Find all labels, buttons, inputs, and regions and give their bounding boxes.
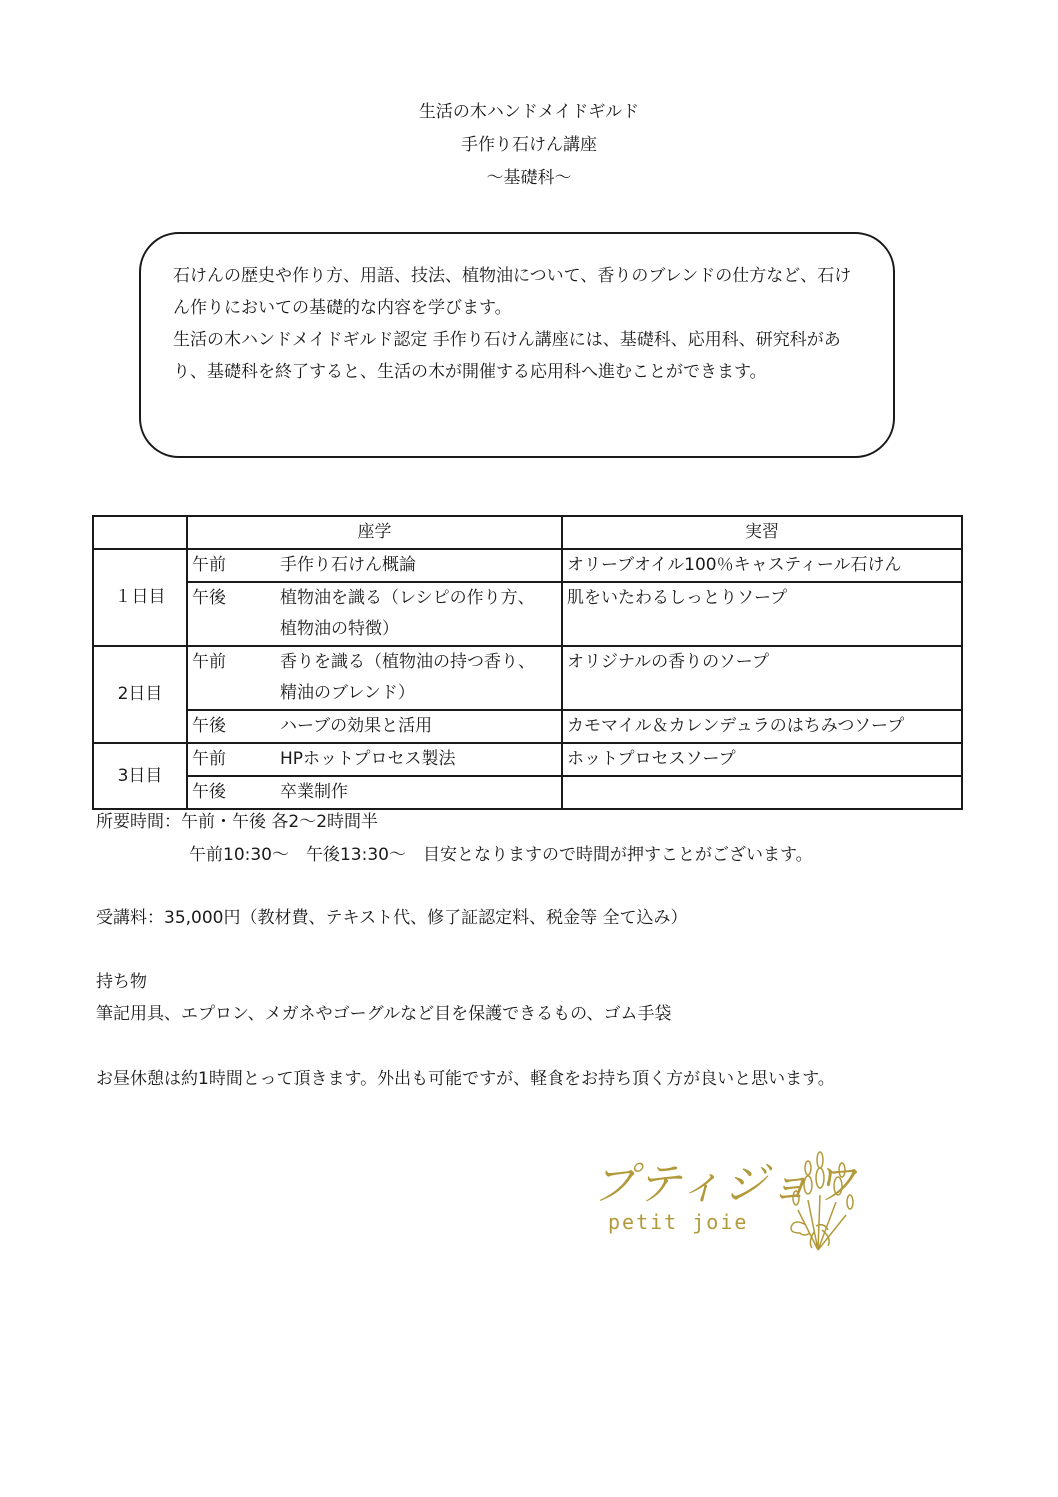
practice-cell: カモマイル＆カレンデュラのはちみつソープ [562, 710, 962, 743]
header-practice: 実習 [562, 516, 962, 549]
day-label: １日目 [93, 549, 187, 646]
session-time: 午後 [192, 588, 226, 608]
day-label: 2日目 [93, 646, 187, 743]
table-row [93, 582, 962, 646]
table-row [93, 743, 962, 776]
lecture-text: 精油のブレンド） [280, 683, 415, 703]
lecture-text: 植物油を識る（レシピの作り方、 [280, 588, 535, 608]
course-level: 〜基礎科〜 [486, 168, 572, 188]
table-row [93, 710, 962, 743]
lecture-cell [187, 646, 562, 710]
page-title-block [0, 96, 1058, 195]
petit-joie-logo [588, 1140, 878, 1255]
table-row [93, 776, 962, 809]
organization-title: 生活の木ハンドメイドギルド [418, 102, 640, 122]
session-time: 午後 [192, 716, 226, 736]
lecture-text: 手作り石けん概論 [280, 555, 416, 575]
logo-english-text: petit joie [608, 1210, 749, 1234]
duration-text: 所要時間：午前・午後 各2〜2時間半 [96, 812, 379, 832]
lecture-text: ハーブの効果と活用 [280, 716, 433, 736]
practice-cell: オリジナルの香りのソープ [562, 646, 962, 710]
lecture-cell [187, 710, 562, 743]
lecture-cell [187, 743, 562, 776]
table-row [93, 549, 962, 582]
logo-japanese-text: プティジョワ [592, 1159, 858, 1210]
lecture-cell [187, 582, 562, 646]
practice-cell: オリーブオイル100％キャスティール石けん [562, 549, 962, 582]
items-text: 筆記用具、エプロン、メガネやゴーグルなど目を保護できるもの、ゴム手袋 [96, 1004, 672, 1024]
start-times-text: 午前10:30〜 午後13:30〜 目安となりますので時間が押すことがございます。 [189, 845, 813, 865]
table-row [93, 646, 962, 710]
lecture-text: 香りを識る（植物油の持つ香り、 [280, 652, 535, 672]
session-time: 午前 [192, 749, 226, 769]
practice-cell: 肌をいたわるしっとりソープ [562, 582, 962, 646]
lunch-text: お昼休憩は約1時間とって頂きます。外出も可能ですが、軽食をお持ち頂く方が良いと思います。 [96, 1069, 835, 1089]
lecture-text: 植物油の特徴） [280, 619, 399, 639]
day-label: 3日目 [93, 743, 187, 809]
intro-box [139, 232, 895, 458]
practice-cell: ホットプロセスソープ [562, 743, 962, 776]
session-time: 午後 [192, 782, 226, 802]
intro-paragraph-1: 石けんの歴史や作り方、用語、技法、植物油について、香りのブレンドの仕方など、石けん作りにおいての基礎的な内容を学びます。 [173, 266, 852, 318]
lecture-cell [187, 776, 562, 809]
items-title: 持ち物 [96, 972, 147, 992]
intro-paragraph-2: 生活の木ハンドメイドギルド認定 手作り石けん講座には、基礎科、応用科、研究科があり、基礎科を終了すると、生活の木が開催する応用科へ進むことができます。 [173, 330, 841, 382]
lecture-cell [187, 549, 562, 582]
fee-text: 受講料：35,000円（教材費、テキスト代、修了証認定料、税金等 全て込み） [96, 908, 688, 928]
header-lecture: 座学 [187, 516, 562, 549]
lecture-text: HPホットプロセス製法 [280, 749, 456, 769]
bouquet-icon [758, 1140, 873, 1255]
session-time: 午前 [192, 555, 226, 575]
session-time: 午前 [192, 652, 226, 672]
course-title: 手作り石けん講座 [461, 135, 597, 155]
lecture-text: 卒業制作 [280, 782, 348, 802]
table-header-row [93, 516, 962, 549]
practice-cell [562, 776, 962, 809]
schedule-table [92, 515, 963, 810]
header-empty-cell [93, 516, 187, 549]
